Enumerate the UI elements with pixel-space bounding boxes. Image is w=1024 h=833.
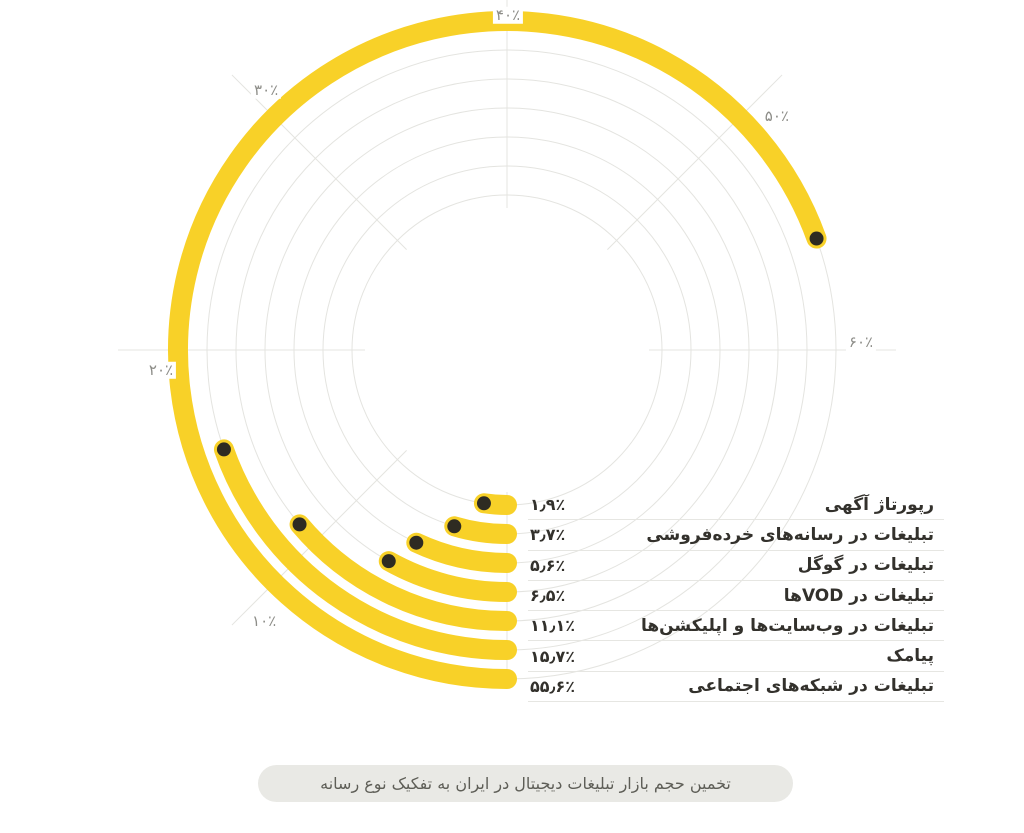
legend-value: ۱٫۹٪ xyxy=(530,495,566,515)
bar-end-dot xyxy=(217,442,231,456)
bar-end-dot xyxy=(477,496,491,510)
legend-row xyxy=(528,490,944,520)
legend-label: رپورتاژ آگهی xyxy=(824,494,934,515)
bar-end-dot xyxy=(293,517,307,531)
bar-end-dot xyxy=(447,519,461,533)
chart-legend xyxy=(528,490,944,702)
axis-tick-label: ۴۰٪ xyxy=(493,7,523,24)
legend-label: تبلیغات در وب‌سایت‌ها و اپلیکشن‌ها xyxy=(640,615,934,636)
legend-value: ۶٫۵٪ xyxy=(530,586,566,606)
axis-tick-label: ۶۰٪ xyxy=(846,334,876,351)
legend-label: تبلیغات در شبکه‌های اجتماعی xyxy=(688,676,934,697)
legend-label: پیامک xyxy=(886,646,934,667)
legend-row xyxy=(528,581,944,611)
legend-label: تبلیغات در VODها xyxy=(783,585,934,606)
legend-row xyxy=(528,672,944,702)
grid-spoke xyxy=(232,75,407,250)
legend-row xyxy=(528,641,944,671)
chart-caption: تخمین حجم بازار تبلیغات دیجیتال در ایران به تفکیک نوع رسانه xyxy=(258,765,793,802)
axis-tick-label: ۱۰٪ xyxy=(249,613,279,630)
grid-spoke xyxy=(607,75,782,250)
axis-tick-label: ۳۰٪ xyxy=(251,82,281,99)
axis-tick-label: ۵۰٪ xyxy=(762,108,792,125)
legend-row xyxy=(528,551,944,581)
bar-end-dot xyxy=(810,232,824,246)
legend-row xyxy=(528,611,944,641)
bar-arc xyxy=(416,543,507,563)
axis-tick-label: ۲۰٪ xyxy=(146,362,176,379)
legend-label: تبلیغات در گوگل xyxy=(797,555,934,576)
legend-value: ۵٫۶٪ xyxy=(530,555,566,575)
bar-end-dot xyxy=(382,554,396,568)
bar-arc xyxy=(454,526,507,534)
legend-row xyxy=(528,520,944,550)
legend-value: ۱۵٫۷٪ xyxy=(530,646,576,666)
bar-end-dot xyxy=(409,536,423,550)
legend-value: ۱۱٫۱٪ xyxy=(530,616,576,636)
legend-label: تبلیغات در رسانه‌های خرده‌فروشی xyxy=(646,524,934,545)
legend-value: ۳٫۷٪ xyxy=(530,525,566,545)
legend-value: ۵۵٫۶٪ xyxy=(530,676,576,696)
